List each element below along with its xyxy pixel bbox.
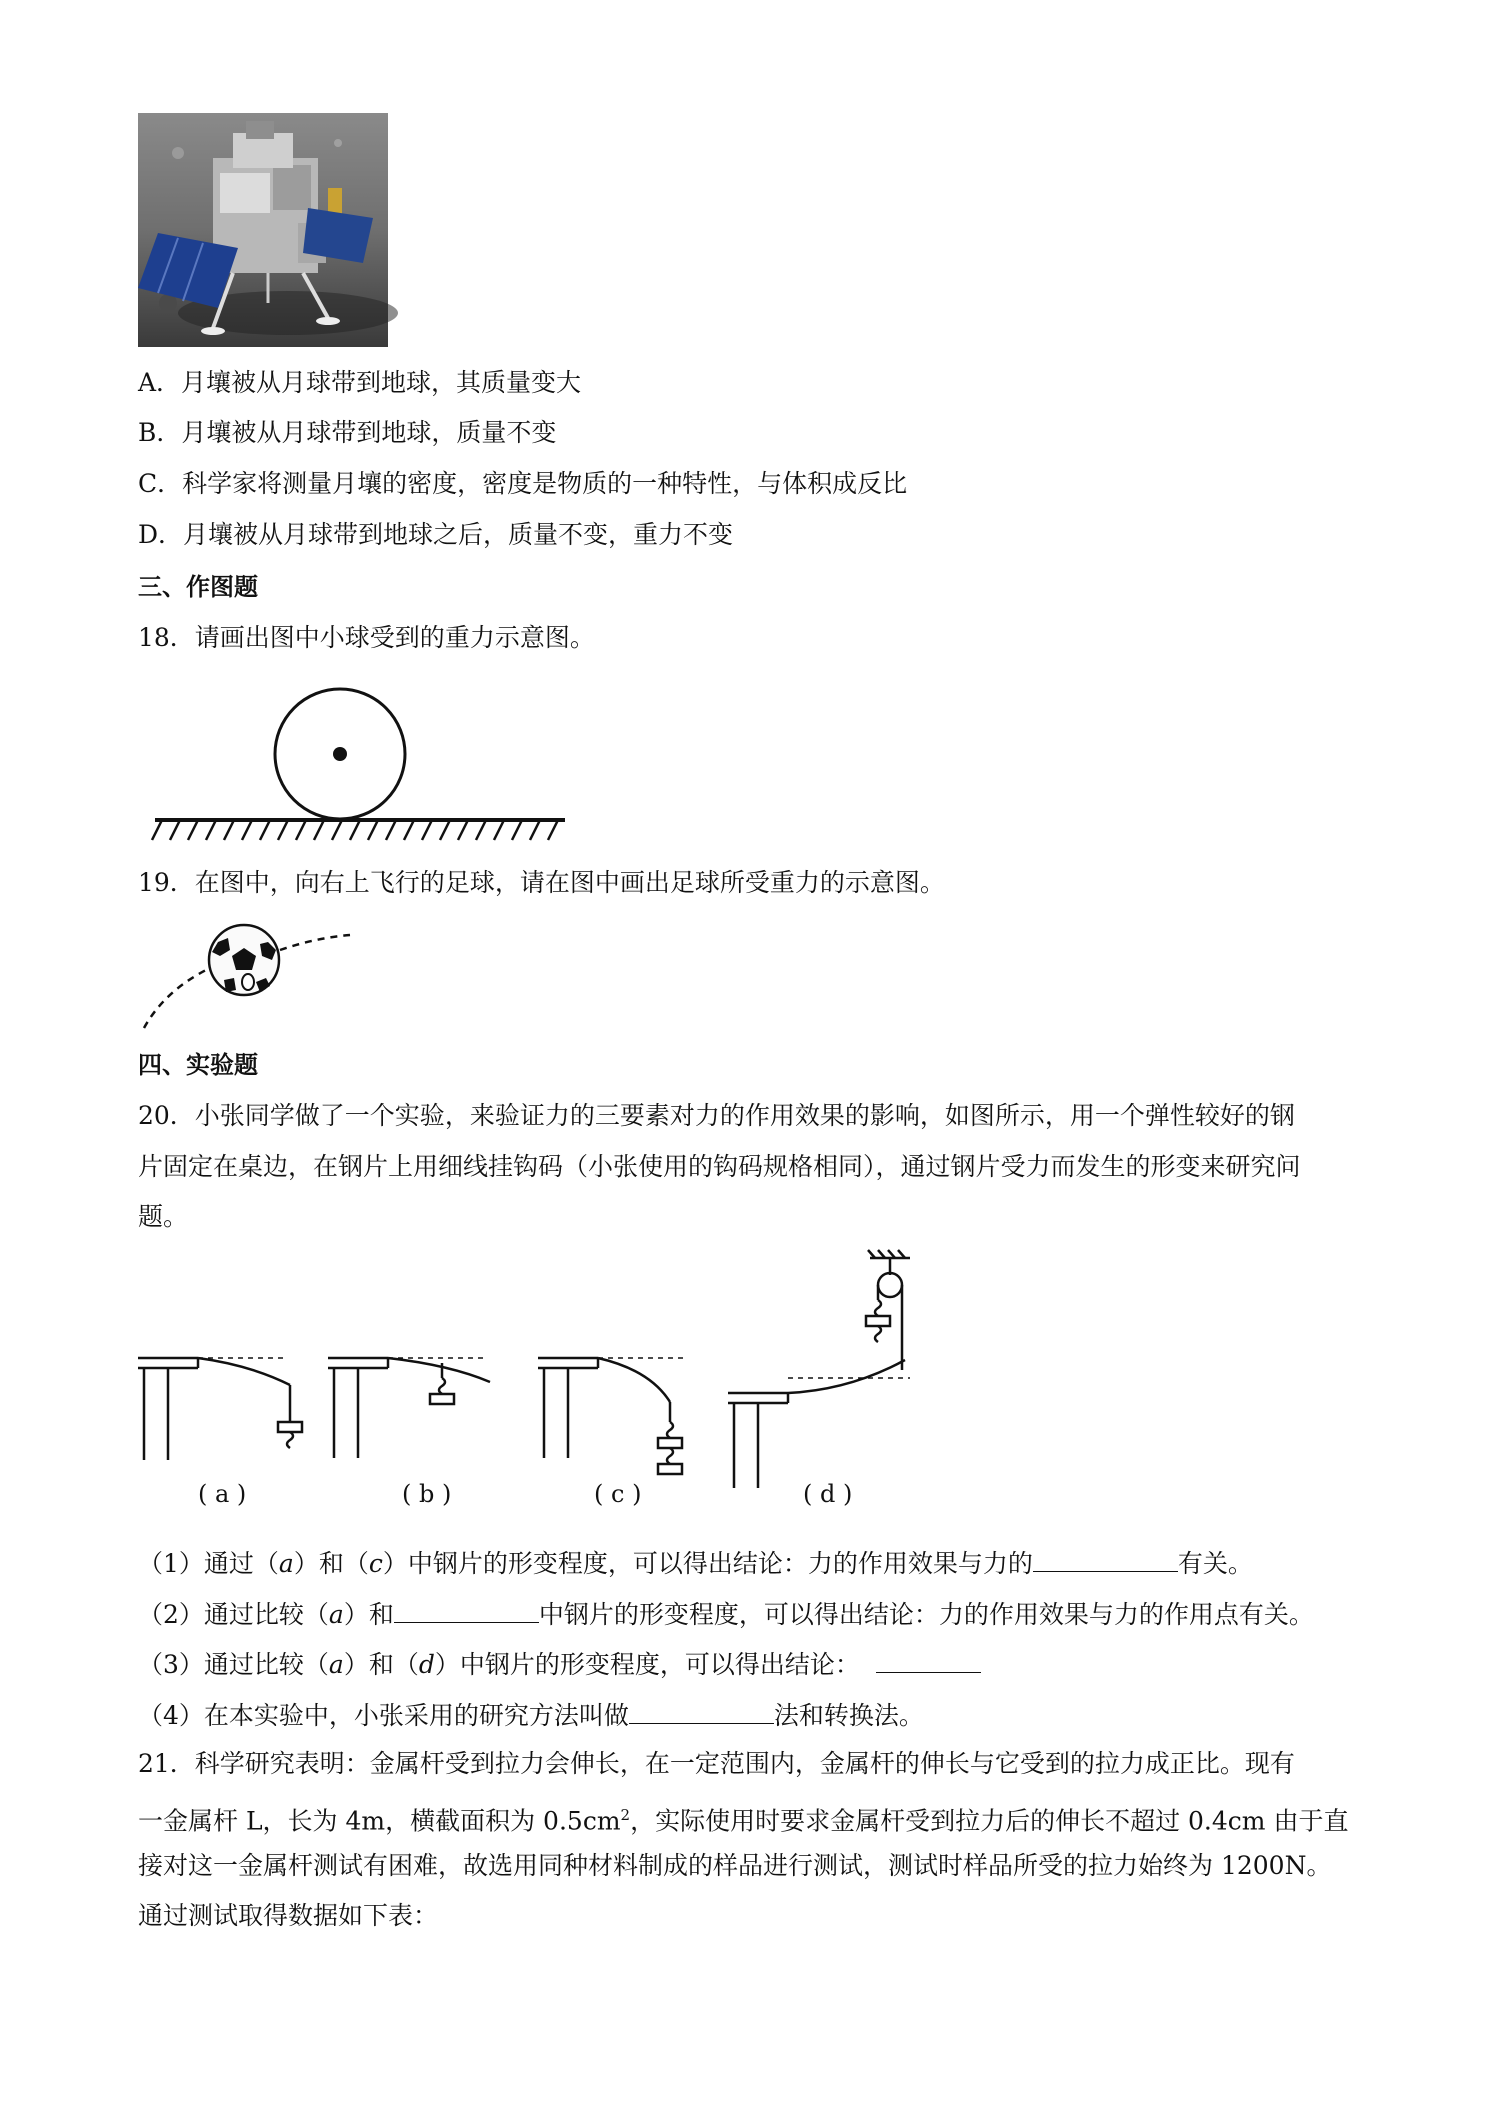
caption-c: ( c ) xyxy=(594,1480,642,1508)
question-21-line-3: 接对这一金属杆测试有困难，故选用同种材料制成的样品进行测试，测试时样品所受的拉力始终为 1200N。 xyxy=(138,1851,1332,1880)
caption-a: ( a ) xyxy=(198,1480,247,1508)
question-20-sub-1: （1）通过（a）和（c）中钢片的形变程度，可以得出结论：力的作用效果与力的 有关。 xyxy=(138,1545,1253,1581)
question-20-line-3: 题。 xyxy=(138,1202,189,1231)
answer-blank-1[interactable] xyxy=(1033,1545,1178,1572)
question-20-sub-2: （2）通过比较（a）和 中钢片的形变程度，可以得出结论：力的作用效果与力的作用点有关。 xyxy=(138,1596,1314,1632)
figure-b xyxy=(328,1358,490,1458)
section-3-heading: 三、作图题 xyxy=(138,573,258,601)
section-4-heading: 四、实验题 xyxy=(138,1051,258,1079)
question-20-line-1: 20．小张同学做了一个实验，来验证力的三要素对力的作用效果的影响，如图所示，用一个弹性较好的钢 xyxy=(138,1101,1295,1130)
ball-on-ground-figure xyxy=(150,688,570,848)
answer-blank-2[interactable] xyxy=(394,1596,539,1623)
question-18-text: 18．请画出图中小球受到的重力示意图。 xyxy=(138,623,595,652)
figure-a xyxy=(138,1358,302,1460)
question-20-line-2: 片固定在桌边，在钢片上用细线挂钩码（小张使用的钩码规格相同），通过钢片受力而发生的形变来研究问 xyxy=(138,1152,1301,1181)
answer-blank-4[interactable] xyxy=(629,1697,774,1724)
question-21-line-2: 一金属杆 L，长为 4m，横截面积为 $0.5cm^2$，实际使用时要求金属杆受到拉力后的伸长不超过 0.4cm 由于直 xyxy=(138,1806,1349,1836)
soccer-ball-figure xyxy=(140,920,360,1032)
option-a: A．月壤被从月球带到地球，其质量变大 xyxy=(138,368,582,397)
answer-blank-3[interactable] xyxy=(876,1646,981,1673)
question-21-line-4: 通过测试取得数据如下表： xyxy=(138,1901,439,1930)
caption-d: ( d ) xyxy=(803,1480,853,1508)
figure-c xyxy=(538,1358,685,1474)
option-d: D．月壤被从月球带到地球之后，质量不变，重力不变 xyxy=(138,520,734,549)
question-19-text: 19．在图中，向右上飞行的足球，请在图中画出足球所受重力的示意图。 xyxy=(138,868,945,897)
option-b: B．月壤被从月球带到地球，质量不变 xyxy=(138,418,557,447)
lunar-lander-image xyxy=(138,113,388,347)
steel-strip-experiment-figure xyxy=(130,1250,930,1480)
option-c: C．科学家将测量月壤的密度，密度是物质的一种特性，与体积成反比 xyxy=(138,469,908,498)
question-20-sub-3: （3）通过比较（a）和（d）中钢片的形变程度，可以得出结论： xyxy=(138,1646,981,1682)
question-20-sub-4: （4）在本实验中，小张采用的研究方法叫做 法和转换法。 xyxy=(138,1697,924,1733)
caption-b: ( b ) xyxy=(402,1480,452,1508)
question-21-line-1: 21．科学研究表明：金属杆受到拉力会伸长，在一定范围内，金属杆的伸长与它受到的拉力成正比。现有 xyxy=(138,1749,1295,1778)
figure-d xyxy=(728,1250,910,1488)
